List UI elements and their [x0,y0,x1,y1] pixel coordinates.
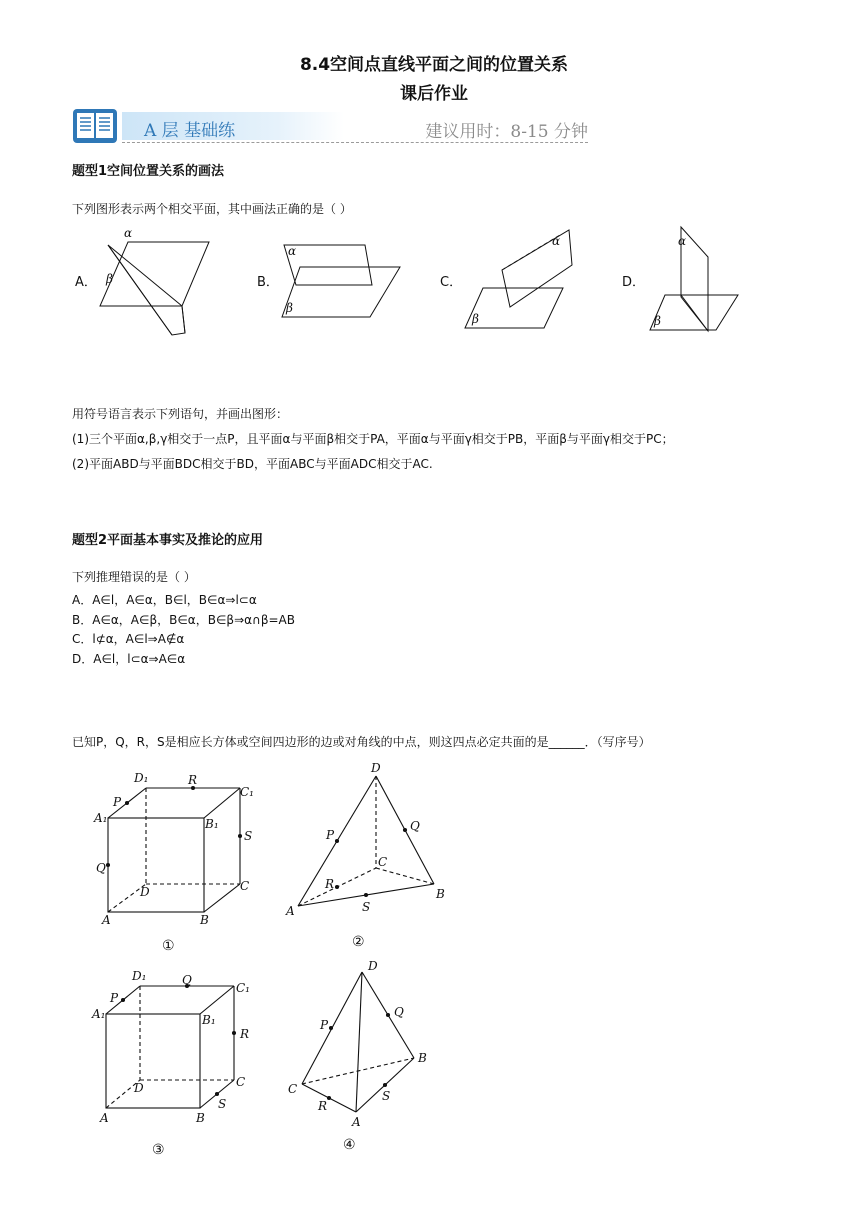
fig1-label-a: A [102,913,111,927]
fig3-label-a1: A₁ [92,1007,106,1021]
alpha-label-a: α [124,226,133,240]
question4-text: 已知P，Q，R，S是相应长方体或空间四边形的边或对角线的中点，则这四点必定共面的是______．（写序号） [72,735,651,749]
open-book-icon [72,108,118,144]
q3-option-a: A．A∈l，A∈α，B∈l，B∈α⇒l⊂α [72,593,257,607]
q4-figures [0,760,868,1170]
q3-option-b: B．A∈α，A∈β，B∈α，B∈β⇒α∩β=AB [72,613,295,627]
figure-3-cuboid [106,985,236,1109]
fig2-label-d: D [371,761,381,775]
plane-figure-b [282,244,400,317]
q1-option-c-label: C． [440,275,463,290]
level-banner [72,108,588,148]
fig3-label-p: P [110,991,119,1005]
beta-label-a: β [106,272,113,286]
figure-1-cuboid [107,787,242,913]
fig2-label-p: P [326,828,335,842]
fig4-label-q: Q [394,1005,404,1019]
q1-plane-diagrams [0,215,868,345]
fig4-label-p: P [320,1018,329,1032]
fig1-label-a1: A₁ [94,811,108,825]
fig2-label-a: A [286,904,295,918]
figure-4-number: ④ [343,1137,356,1153]
fig2-label-c: C [378,855,388,869]
fig3-label-a: A [100,1111,109,1125]
fig1-label-c1: C₁ [240,785,254,799]
fig3-label-s: S [218,1097,227,1111]
figure-3-number: ③ [152,1142,165,1158]
fig4-label-b: B [418,1051,427,1065]
fig3-label-d: D [134,1081,144,1095]
question1-text: 下列图形表示两个相交平面，其中画法正确的是（ ） [72,202,352,216]
figure-2-tetrahedron [298,776,434,906]
fig4-label-s: S [382,1089,391,1103]
fig2-label-s: S [362,900,371,914]
fig1-label-q: Q [96,861,106,875]
banner-divider [122,142,588,143]
fig3-label-c: C [236,1075,246,1089]
q1-option-b-label: B． [257,275,279,290]
q1-option-a-label: A． [75,275,97,290]
fig4-label-d: D [368,959,378,973]
fig2-label-b: B [436,887,445,901]
beta-label-c: β [472,312,479,326]
section1-heading: 题型1空间位置关系的画法 [72,164,225,179]
alpha-label-d: α [678,234,687,248]
figure-1-number: ① [162,938,175,954]
fig4-label-c: C [288,1082,298,1096]
question2-intro: 用符号语言表示下列语句，并画出图形： [72,407,289,421]
q3-option-d: D．A∈l，l⊂α⇒A∈α [72,652,186,666]
fig1-label-b: B [200,913,209,927]
beta-label-b: β [286,301,293,315]
plane-figure-c [465,230,572,328]
fig1-label-d: D [140,885,150,899]
fig1-label-p: P [113,795,122,809]
fig2-label-r: R [325,877,335,891]
alpha-label-c: α [552,234,561,248]
fig1-label-d1: D₁ [134,771,149,785]
fig4-label-a: A [352,1115,361,1129]
fig3-label-b: B [196,1111,205,1125]
alpha-label-b: α [288,244,297,258]
fig1-label-b1: B₁ [205,817,219,831]
figure-1-labels [93,771,254,927]
plane-figure-a [100,226,209,335]
fig3-label-r: R [240,1027,250,1041]
suggested-time: 建议用时：8-15 分钟 [425,122,588,142]
level-label: A 层 基础练 [144,121,236,141]
section2-heading: 题型2平面基本事实及推论的应用 [72,533,264,548]
question2-item1: (1)三个平面α,β,γ相交于一点P，且平面α与平面β相交于PA，平面α与平面γ相交于PB，平面β与平面γ相交于PC； [72,432,674,446]
page-title: 8.4空间点直线平面之间的位置关系 [299,55,569,75]
figure-4-tetrahedron [302,972,414,1112]
figure-2-number: ② [352,934,365,950]
q1-option-d-label: D． [622,275,646,290]
fig3-label-d1: D₁ [132,969,147,983]
plane-figure-d [650,227,738,331]
fig3-label-q: Q [182,973,192,987]
fig1-label-s: S [244,829,253,843]
fig2-label-q: Q [410,819,420,833]
fig3-label-b1: B₁ [202,1013,216,1027]
question2-item2: (2)平面ABD与平面BDC相交于BD，平面ABC与平面ADC相交于AC. [72,457,433,471]
fig1-label-r: R [188,773,198,787]
page-subtitle: 课后作业 [400,84,468,104]
fig3-label-c1: C₁ [236,981,250,995]
fig4-label-r: R [318,1099,328,1113]
q3-option-c: C．l⊄α，A∈l⇒A∉α [72,632,185,646]
beta-label-d: β [654,314,661,328]
question3-text: 下列推理错误的是（ ） [72,570,196,584]
fig1-label-c: C [240,879,250,893]
